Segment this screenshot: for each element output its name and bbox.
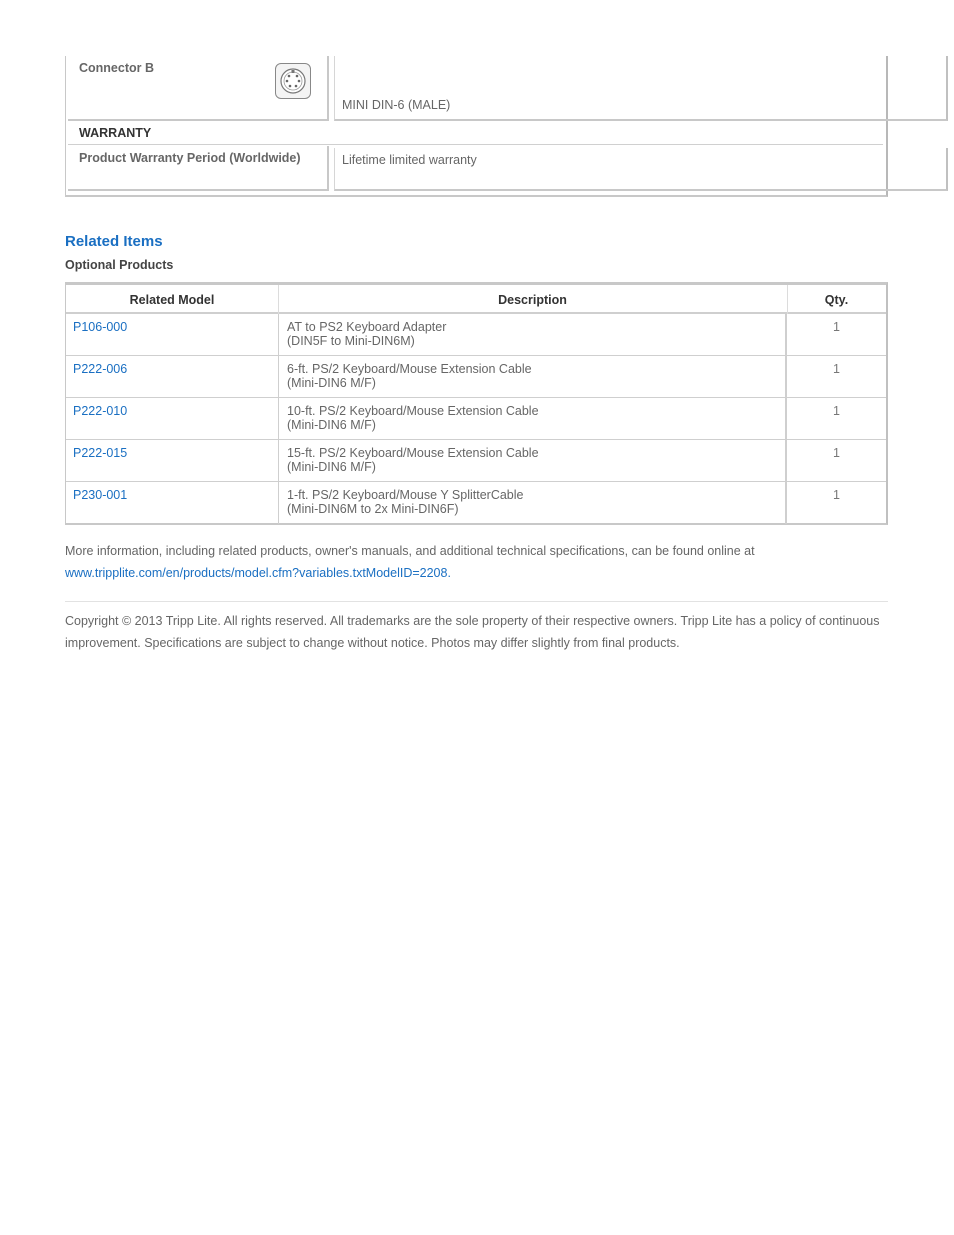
description-cell: [278, 398, 787, 440]
description-line: (Mini-DIN6 M/F): [287, 460, 376, 474]
warranty-period-label: Product Warranty Period (Worldwide): [68, 146, 329, 191]
table-row: [66, 440, 886, 482]
header-description: Description: [278, 285, 787, 314]
copyright-notice: [65, 610, 895, 654]
header-divider: [787, 285, 788, 314]
optional-products-title: Optional Products: [65, 258, 174, 272]
copyright-line: improvement. Specifications are subject to change without notice. Photos may differ slightly from final products.: [65, 636, 680, 650]
qty-cell: 1: [833, 404, 840, 418]
description-cell: [278, 356, 787, 398]
header-divider: [278, 285, 279, 314]
description-line: (Mini-DIN6 M/F): [287, 418, 376, 432]
header-related-model: Related Model: [66, 285, 278, 314]
product-page-link[interactable]: www.tripplite.com/en/products/model.cfm?variables.txtModelID=2208: [65, 566, 448, 580]
link-period: .: [447, 566, 451, 580]
spec-table: [65, 56, 888, 197]
more-info-text: More information, including related products, owner's manuals, and additional technical specifications, can be found online at: [65, 544, 755, 558]
more-info-link-line: [65, 562, 895, 584]
description-line: AT to PS2 Keyboard Adapter: [287, 320, 447, 334]
more-info-paragraph: [65, 540, 895, 584]
description-line: 1-ft. PS/2 Keyboard/Mouse Y SplitterCable: [287, 488, 524, 502]
model-link[interactable]: P222-006: [73, 362, 128, 376]
connector-b-text: MINI DIN-6 (MALE): [342, 98, 451, 112]
connector-b-value: [334, 56, 948, 121]
related-products-table: [65, 282, 888, 525]
description-line: (DIN5F to Mini-DIN6M): [287, 334, 415, 348]
description-cell: [278, 314, 787, 356]
qty-cell: 1: [833, 488, 840, 502]
connector-b-label: Connector B: [68, 56, 329, 121]
qty-cell: 1: [833, 446, 840, 460]
qty-cell: 1: [833, 320, 840, 334]
model-link[interactable]: P222-010: [73, 404, 128, 418]
description-cell: [278, 482, 787, 524]
divider: [65, 601, 888, 602]
qty-cell: 1: [833, 362, 840, 376]
model-link[interactable]: P230-001: [73, 488, 128, 502]
description-line: 10-ft. PS/2 Keyboard/Mouse Extension Cable: [287, 404, 539, 418]
warranty-heading: WARRANTY: [68, 121, 883, 145]
description-line: 15-ft. PS/2 Keyboard/Mouse Extension Cable: [287, 446, 539, 460]
table-row: [66, 398, 886, 440]
related-items-title: Related Items: [65, 233, 163, 250]
table-row: [66, 356, 886, 398]
table-row: [66, 482, 886, 524]
mini-din-6-connector-icon: [275, 63, 311, 99]
table-row: [66, 314, 886, 356]
warranty-period-value: Lifetime limited warranty: [334, 148, 948, 191]
description-line: (Mini-DIN6M to 2x Mini-DIN6F): [287, 502, 459, 516]
model-link[interactable]: P106-000: [73, 320, 128, 334]
header-qty: Qty.: [787, 285, 886, 314]
description-cell: [278, 440, 787, 482]
model-link[interactable]: P222-015: [73, 446, 128, 460]
description-line: 6-ft. PS/2 Keyboard/Mouse Extension Cable: [287, 362, 532, 376]
copyright-line: Copyright © 2013 Tripp Lite. All rights reserved. All trademarks are the sole property of their respective owners. Tripp Lite has a policy of continuous: [65, 614, 880, 628]
description-line: (Mini-DIN6 M/F): [287, 376, 376, 390]
